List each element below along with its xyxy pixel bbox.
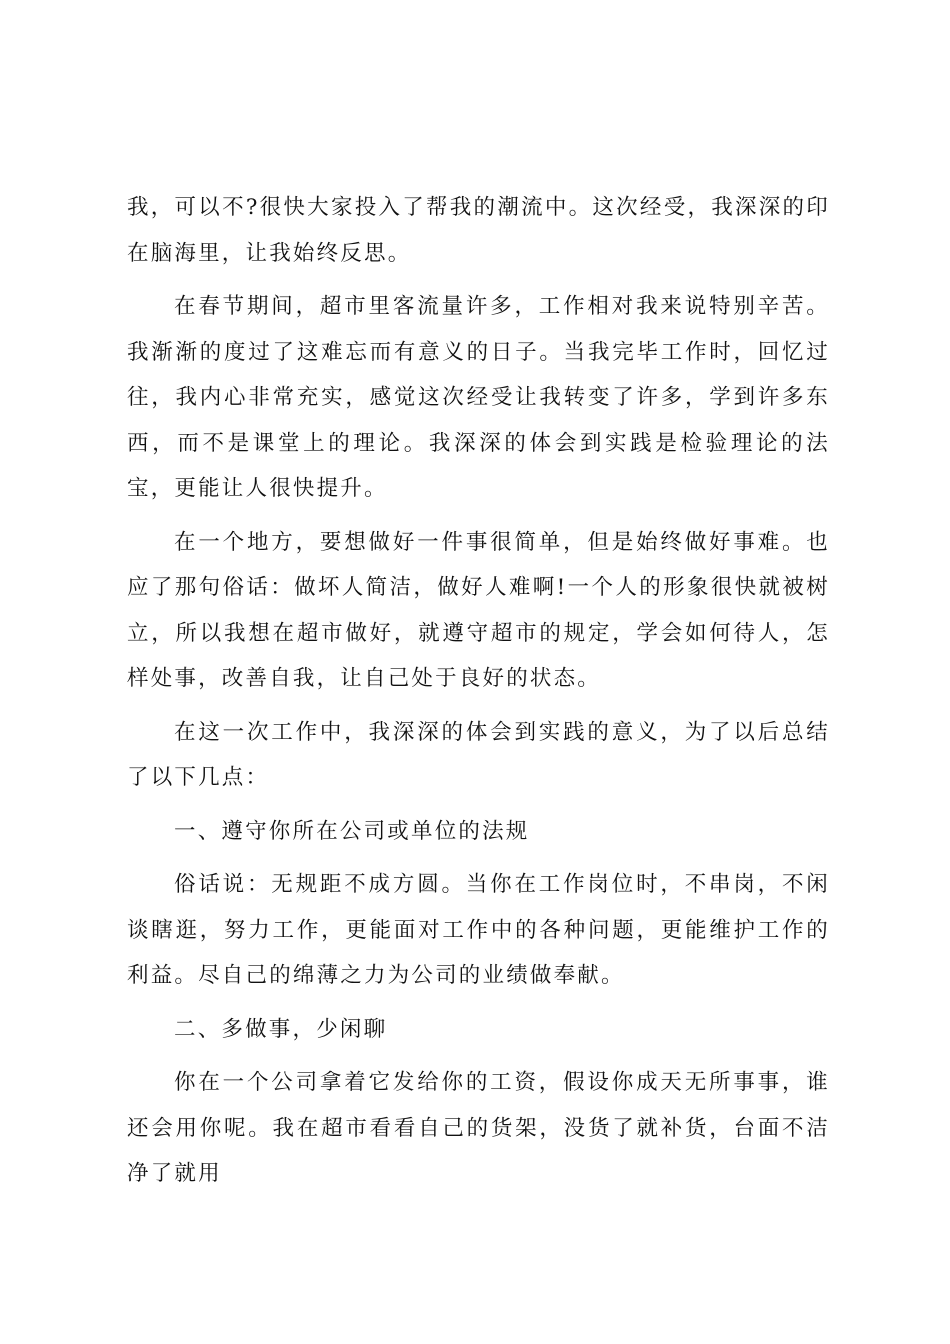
paragraph-continuation: 我，可以不?很快大家投入了帮我的潮流中。这次经受，我深深的印在脑海里，让我始终反思。 — [127, 195, 830, 266]
paragraph-doing-well: 在一个地方，要想做好一件事很简单，但是始终做好事难。也应了那句俗话：做坏人简洁，做好人难啊!一个人的形象很快就被树立，所以我想在超市做好，就遵守超市的规定，学会如何待人，怎样处事，改善自我，让自己处于良好的状态。 — [127, 529, 830, 691]
paragraph-spring-festival: 在春节期间，超市里客流量许多，工作相对我来说特别辛苦。我渐渐的度过了这难忘而有意义的日子。当我完毕工作时，回忆过往，我内心非常充实，感觉这次经受让我转变了许多，学到许多东西，而不是课堂上的理论。我深深的体会到实践是检验理论的法宝，更能让人很快提升。 — [127, 294, 830, 501]
paragraph-work-more: 你在一个公司拿着它发给你的工资，假设你成天无所事事，谁还会用你呢。我在超市看看自己的货架，没货了就补货，台面不洁净了就用 — [127, 1070, 830, 1186]
section-heading-1: 一、遵守你所在公司或单位的法规 — [174, 818, 530, 844]
section-heading-2: 二、多做事，少闲聊 — [174, 1016, 388, 1042]
paragraph-rules: 俗话说：无规距不成方圆。当你在工作岗位时，不串岗，不闲谈瞎逛，努力工作，更能面对工作中的各种问题，更能维护工作的利益。尽自己的绵薄之力为公司的业绩做奉献。 — [127, 872, 830, 988]
document-body — [127, 185, 830, 1197]
paragraph-summary-intro: 在这一次工作中，我深深的体会到实践的意义，为了以后总结了以下几点： — [127, 719, 830, 790]
